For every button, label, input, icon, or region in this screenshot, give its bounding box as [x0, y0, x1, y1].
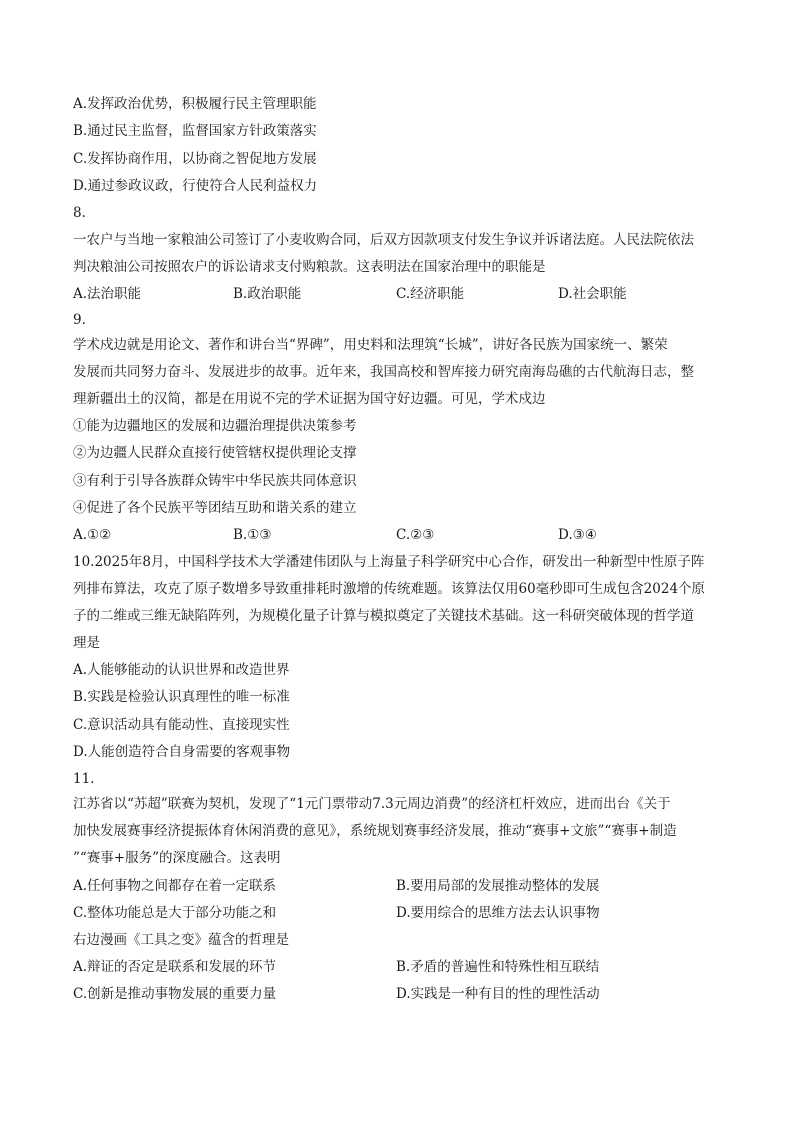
q7-option-d: D.通过参政议政，行使符合人民利益权力 — [73, 178, 318, 194]
q11-option-d: D.要用综合的思维方法去认识事物 — [396, 905, 600, 921]
q10-stem-line: 10.2025年8月，中国科学技术大学潘建伟团队与上海量子科学研究中心合作，研发出一种新型中性原子阵 — [73, 554, 705, 570]
q11-stem-line: 加快发展赛事经济提振体育休闲消费的意见》，系统规划赛事经济发展，推动“赛事+文旅”“赛事+制造 — [73, 823, 677, 839]
q12-option-d: D.实践是一种有目的性的理性活动 — [396, 986, 600, 1002]
q7-option-c: C.发挥协商作用，以协商之智促地方发展 — [73, 151, 317, 167]
q9-option-b: B.①③ — [233, 527, 272, 543]
q9-option-c: C.②③ — [396, 527, 435, 543]
q7-option-a: A.发挥政治优势，积极履行民主管理职能 — [73, 96, 317, 112]
q9-item-3: ③有利于引导各族群众铸牢中华民族共同体意识 — [73, 473, 357, 489]
q8-option-c: C.经济职能 — [396, 286, 465, 302]
q8-stem-line: 判决粮油公司按照农户的诉讼请求支付购粮款。这表明法在国家治理中的职能是 — [73, 259, 546, 275]
q9-option-d: D.③④ — [558, 527, 597, 543]
q12-stem: 右边漫画《工具之变》蕴含的哲理是 — [73, 932, 289, 948]
q8-number: 8. — [73, 205, 86, 221]
q9-number: 9. — [73, 312, 86, 328]
q10-option-d: D.人能创造符合自身需要的客观事物 — [73, 744, 291, 760]
q10-option-c: C.意识活动具有能动性、直接现实性 — [73, 717, 290, 733]
q10-stem-line: 理是 — [73, 635, 100, 651]
q8-option-b: B.政治职能 — [233, 286, 302, 302]
q8-option-a: A.法治职能 — [73, 286, 142, 302]
q10-stem-line: 列排布算法，攻克了原子数增多导致重排耗时激增的传统难题。该算法仅用60毫秒即可生成包含2024个原 — [73, 581, 706, 597]
q11-stem-line: ”“赛事+服务”的深度融合。这表明 — [73, 850, 281, 866]
q8-option-d: D.社会职能 — [558, 286, 627, 302]
q9-item-2: ②为边疆人民群众直接行使管辖权提供理论支撑 — [73, 445, 357, 461]
q7-option-b: B.通过民主监督，监督国家方针政策落实 — [73, 123, 317, 139]
q9-item-4: ④促进了各个民族平等团结互助和谐关系的建立 — [73, 500, 357, 516]
q8-stem-line: 一农户与当地一家粮油公司签订了小麦收购合同，后双方因款项支付发生争议并诉诸法庭。人民法院依法 — [73, 232, 694, 248]
q9-option-a: A.①② — [73, 527, 112, 543]
q11-stem-line: 江苏省以“苏超”联赛为契机，发现了“1元门票带动7.3元周边消费”的经济杠杆效应，进而出台《关于 — [73, 796, 671, 812]
q11-option-c: C.整体功能总是大于部分功能之和 — [73, 905, 277, 921]
q9-stem-line: 理新疆出土的汉简，都是在用说不完的学术证据为国守好边疆。可见，学术戍边 — [73, 391, 546, 407]
q12-option-a: A.辩证的否定是联系和发展的环节 — [73, 959, 277, 975]
q10-option-a: A.人能够能动的认识世界和改造世界 — [73, 662, 290, 678]
q11-option-a: A.任何事物之间都存在着一定联系 — [73, 878, 277, 894]
q9-stem-line: 学术戍边就是用论文、著作和讲台当“界碑”，用史料和法理筑“长城”，讲好各民族为国家统一、繁荣 — [73, 337, 668, 353]
q12-option-c: C.创新是推动事物发展的重要力量 — [73, 986, 277, 1002]
q11-option-b: B.要用局部的发展推动整体的发展 — [396, 878, 600, 894]
q9-stem-line: 发展而共同努力奋斗、发展进步的故事。近年来，我国高校和智库接力研究南海岛礁的古代航海日志，整 — [73, 364, 694, 380]
q10-stem-line: 子的二维或三维无缺陷阵列，为规模化量子计算与模拟奠定了关键技术基础。这一科研突破体现的哲学道 — [73, 608, 694, 624]
q12-option-b: B.矛盾的普遍性和特殊性相互联结 — [396, 959, 600, 975]
q10-option-b: B.实践是检验认识真理性的唯一标准 — [73, 689, 290, 705]
q11-number: 11. — [73, 771, 95, 787]
q9-item-1: ①能为边疆地区的发展和边疆治理提供决策参考 — [73, 418, 357, 434]
